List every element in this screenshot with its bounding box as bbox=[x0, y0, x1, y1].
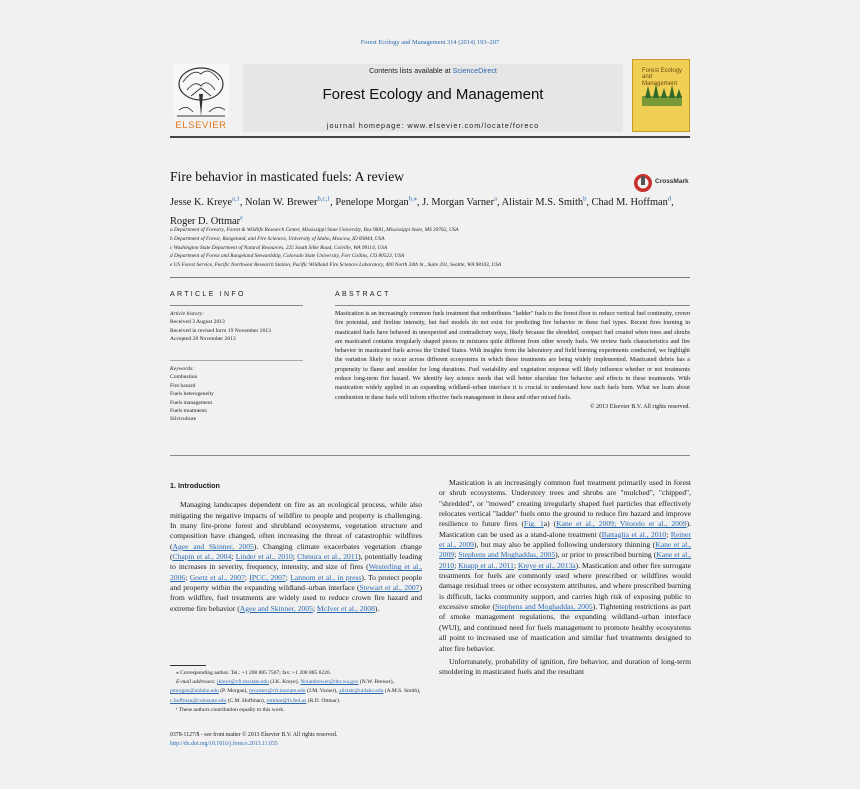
citation-link[interactable]: Kane et al., 2009; Vitorelo et al., 2009 bbox=[556, 519, 687, 529]
text-run: ; bbox=[454, 550, 459, 560]
abstract-block bbox=[335, 310, 690, 412]
author-separator: , bbox=[586, 197, 589, 209]
author-affiliation-marker[interactable]: e bbox=[240, 214, 244, 222]
text-run: ), but may also be applied following understory thinning ( bbox=[473, 540, 656, 550]
text-run: ). Mastication and other fire surrogate treatments for fuels are commonly used where prescribed or wildfires would damage residual trees or other ecosystem attributes, and where prescribed burning is difficult, lacks community support, and carries high risk of exposing public to excessive smoke ( bbox=[439, 560, 691, 612]
abstract-heading: ABSTRACT bbox=[335, 291, 391, 298]
email-link[interactable]: alistair@uidaho.edu bbox=[339, 688, 384, 695]
email-owner: (R.D. Ottmar). bbox=[306, 697, 341, 704]
citation-link[interactable]: Knapp et al., 2011 bbox=[458, 560, 514, 570]
crossmark-label: CrossMark bbox=[655, 178, 689, 185]
crossmark-icon bbox=[633, 173, 653, 193]
history-list bbox=[170, 318, 305, 343]
author-name-text: Penelope Morgan bbox=[335, 197, 409, 209]
citation-link[interactable]: Reiner et al., 2009 bbox=[439, 529, 691, 550]
author-name[interactable] bbox=[245, 197, 333, 208]
equal-contribution-note: ¹ These authors contribution equally to this work. bbox=[176, 706, 285, 713]
article-history bbox=[170, 310, 305, 344]
keyword-item: Fuels heterogeneity bbox=[170, 391, 214, 398]
crossmark-button[interactable] bbox=[633, 173, 693, 193]
citation-link[interactable]: Battaglia et al., 2010 bbox=[601, 529, 667, 539]
journal-cover-thumbnail bbox=[632, 59, 690, 132]
citation-link[interactable]: Chapin et al., 2004 bbox=[172, 552, 232, 562]
body-column-right bbox=[439, 478, 691, 681]
citation-link[interactable]: Kreye et al., 2013a bbox=[518, 560, 576, 570]
article-footer bbox=[170, 731, 422, 749]
abstract-rule bbox=[335, 305, 690, 306]
email-link[interactable]: c.hoffman@colostate.edu bbox=[170, 697, 227, 704]
text-run: ; bbox=[513, 560, 518, 570]
sciencedirect-link[interactable]: ScienceDirect bbox=[452, 66, 497, 75]
author-separator: , bbox=[497, 197, 500, 209]
keyword-list bbox=[170, 373, 305, 423]
elsevier-logo bbox=[170, 64, 232, 132]
text-run: ; bbox=[185, 572, 190, 582]
email-owner: (A.M.S. Smith), bbox=[383, 688, 421, 695]
author-affiliation-marker[interactable]: b,c,1 bbox=[317, 196, 331, 203]
text-run: Mastication is an increasingly common fuel treatment primarily used in forest or shrub ecosystems. Understory trees and shrubs are "mulched", "chipped", "shredded", or "mowed" creating irregularly shaped fuel particles that effectively relocates vertical "ladder" fuels onto the ground to reduce fire hazard and improve resilience to future fires ( bbox=[439, 478, 691, 529]
author-separator: , bbox=[416, 197, 420, 209]
affiliation: a Department of Forestry, Forest & Wildlife Research Center, Mississippi State University, Box 9681, Mississippi State, MS 39762, USA bbox=[170, 227, 459, 233]
text-run: ), or prior to prescribed burning ( bbox=[555, 550, 657, 560]
email-owner: (C.M. Hoffman), bbox=[226, 697, 267, 704]
article-info-rule bbox=[170, 305, 303, 306]
intro-paragraph-2 bbox=[439, 478, 691, 654]
author-name-text: Nolan W. Brewer bbox=[245, 197, 318, 209]
text-run: ; bbox=[231, 552, 236, 562]
keyword-item: Fuels management bbox=[170, 399, 213, 406]
text-run: ; bbox=[292, 552, 298, 562]
history-item: Accepted 28 November 2013 bbox=[170, 336, 236, 343]
email-owner: (P. Morgan), bbox=[218, 688, 250, 695]
text-run: ). Mastication can be used as a stand-alone treatment ( bbox=[439, 519, 691, 539]
citation-link[interactable]: Kane et al., 2009 bbox=[439, 540, 691, 560]
body-column-left bbox=[170, 481, 422, 617]
author-name-text: Jesse K. Kreye bbox=[170, 197, 233, 209]
email-link[interactable]: Nolanbrewer@dnr.wa.gov bbox=[300, 679, 359, 686]
history-label: Article history: bbox=[170, 311, 205, 317]
author-separator: , bbox=[330, 197, 333, 209]
keywords-block bbox=[170, 365, 305, 424]
doi-link[interactable]: http://dx.doi.org/10.1016/j.foreco.2013.11.035 bbox=[170, 741, 278, 748]
journal-reference-link[interactable]: Forest Ecology and Management 314 (2014) 193–207 bbox=[360, 39, 500, 46]
email-owner: (N.W. Brewer), bbox=[358, 679, 394, 686]
section-divider bbox=[170, 277, 690, 278]
citation-link[interactable]: Fig. 1 bbox=[523, 519, 544, 529]
affiliation: c Washington State Department of Natural Resources, 225 South Silke Road, Colville, WA 99114, USA bbox=[170, 244, 388, 251]
citation-link[interactable]: Agee and Skinner, 2005 bbox=[172, 541, 254, 551]
cover-forest-icon bbox=[642, 82, 682, 106]
author-name[interactable] bbox=[502, 197, 589, 208]
author-list bbox=[170, 193, 690, 230]
cover-title: Forest Ecology and Management bbox=[642, 68, 683, 87]
masthead-divider bbox=[170, 136, 690, 138]
author-name[interactable] bbox=[335, 197, 419, 208]
citation-link[interactable]: Kane et al., 2010 bbox=[439, 550, 691, 570]
citation-link[interactable]: Linder et al., 2010 bbox=[235, 552, 293, 562]
affiliation-list bbox=[170, 226, 690, 270]
citation-link[interactable]: Westerling et al., 2006 bbox=[170, 562, 423, 582]
author-affiliation-marker[interactable]: a bbox=[494, 196, 498, 203]
email-link[interactable]: mvarner@cfr.msstate.edu bbox=[249, 688, 306, 695]
article-info-heading: ARTICLE INFO bbox=[170, 291, 246, 298]
intro-paragraph-1 bbox=[170, 500, 422, 614]
citation-link[interactable]: IPCC, 2007 bbox=[249, 572, 286, 582]
affiliation: b Department of Forest, Rangeland, and Fire Sciences, University of Idaho, Moscow, ID 83844, USA bbox=[170, 235, 385, 242]
text-run: ; bbox=[312, 603, 317, 613]
publisher-name: ELSEVIER bbox=[175, 120, 227, 131]
keyword-item: Silviculture bbox=[170, 416, 197, 423]
issn-line: 0378-1127/$ - see front matter © 2013 Elsevier B.V. All rights reserved. bbox=[170, 732, 338, 738]
text-run: ; bbox=[666, 529, 671, 539]
email-link[interactable]: pmorgan@uidaho.edu bbox=[170, 688, 219, 695]
section-heading-introduction: 1. Introduction bbox=[170, 481, 220, 490]
author-name-text: Chad M. Hoffman bbox=[591, 197, 668, 209]
text-run: ). Changing climate exacerbates vegetation change ( bbox=[170, 541, 422, 562]
citation-link[interactable]: Lannom et al., in press bbox=[290, 572, 362, 582]
keyword-item: Combustion bbox=[170, 374, 198, 381]
history-item: Received 3 August 2013 bbox=[170, 319, 225, 326]
author-name[interactable] bbox=[170, 197, 242, 208]
email-link[interactable]: jkreye@cfr.msstate.edu bbox=[217, 679, 269, 686]
text-run: ), potentially leading to increases in severity, frequency, intensity, and size of fires ( bbox=[170, 552, 422, 572]
email-owner: (J.M. Varner), bbox=[305, 688, 340, 695]
text-run: ; bbox=[454, 560, 459, 570]
keywords-label: Keywords: bbox=[170, 366, 195, 372]
text-run: Managing landscapes dependent on fire as an ecological process, while also mitigating the negative impacts of wildfire to people and property is challenging. In many fire-prone forest and shrubland ecosystems, vegetation structure and composition have changed, often increasing the threat of catastrophic wildfires ( bbox=[170, 500, 422, 551]
body-divider bbox=[170, 455, 690, 456]
citation-link[interactable]: Stephens and Moghaddas, 2005 bbox=[494, 602, 593, 612]
history-rule bbox=[170, 360, 303, 361]
text-run: ; bbox=[285, 572, 291, 582]
journal-title: Forest Ecology and Management bbox=[322, 86, 544, 103]
author-name-text: J. Morgan Varner bbox=[422, 197, 495, 209]
keyword-item: Fuels treatments bbox=[170, 408, 207, 415]
author-affiliation-marker[interactable]: b,⁎ bbox=[408, 196, 417, 203]
abstract-copyright: © 2013 Elsevier B.V. All rights reserved. bbox=[589, 403, 690, 410]
elsevier-tree-icon bbox=[173, 64, 229, 118]
text-run: ) from wildfire, fuel treatments are widely used to reduce crown fire hazard and extreme fire behavior ( bbox=[170, 583, 422, 613]
email-link[interactable]: rottmar@fs.fed.us bbox=[266, 697, 307, 704]
email-addresses bbox=[170, 678, 422, 706]
text-run: ; bbox=[244, 572, 250, 582]
contents-prefix: Contents lists available at bbox=[369, 66, 453, 75]
text-run: ). Tightening restrictions as part of smoke management regulations, the expanding wildland–urban interface (WUI), and continued need for fuels management to promote healthy ecosystems all point to increased use of mastication and similar fuel treatments designed to alter fire behavior. bbox=[439, 602, 691, 653]
text-run: ). To protect people and property within the expanding wildland–urban interface ( bbox=[170, 572, 423, 593]
citation-link[interactable]: Stewart et al., 2007 bbox=[359, 583, 420, 593]
citation-link[interactable]: Stephens and Moghaddas, 2005 bbox=[458, 550, 556, 560]
journal-masthead bbox=[243, 64, 623, 132]
author-name-text: Roger D. Ottmar bbox=[170, 215, 241, 227]
email-label: E-mail addresses: bbox=[176, 679, 216, 686]
keyword-item: Fire hazard bbox=[170, 382, 196, 389]
author-affiliation-marker[interactable]: b bbox=[583, 196, 587, 203]
citation-link[interactable]: Chmura et al., 2011 bbox=[297, 552, 359, 562]
text-run: a) ( bbox=[543, 519, 557, 529]
history-item: Received in revised form 19 November 2013 bbox=[170, 327, 271, 334]
corresponding-author-note: ⁎ Corresponding author. Tel.: +1 208 885 7507; fax: +1 208 885 6226. bbox=[176, 670, 331, 676]
article-title: Fire behavior in masticated fuels: A review bbox=[170, 169, 405, 184]
author-separator: , bbox=[239, 197, 243, 209]
footnote-rule bbox=[170, 665, 206, 666]
affiliation: e US Forest Service, Pacific Northwest Research Station, Pacific Wildland Fire Sciences Laboratory, 400 North 34th St., Suite 201, Seattle, WA 98103, USA bbox=[170, 262, 502, 269]
journal-homepage[interactable]: journal homepage: www.elsevier.com/locate/foreco bbox=[326, 121, 540, 130]
author-name-text: Alistair M.S. Smith bbox=[501, 197, 584, 209]
author-name[interactable] bbox=[422, 197, 500, 208]
text-run: ). bbox=[374, 603, 380, 613]
citation-link[interactable]: Goetz et al., 2007 bbox=[189, 572, 245, 582]
intro-paragraph-3: Unfortunately, probability of ignition, fire behavior, and duration of long-term smoldering in masticated fuels and the resultant bbox=[439, 656, 691, 677]
author-separator: , bbox=[671, 197, 674, 209]
contents-line bbox=[243, 66, 623, 75]
abstract-text: Mastication is an increasingly common fuels treatment that redistributes "ladder" fuels to the forest floor to reduce vertical fuel continuity, crown fire potential, and fireline intensity, but fuel models do not exist for predicting fire behavior in these fuel types. Recent fires burning in masticated fuels have behaved in unexpected and contradictory ways, likely because the shredded, compact fuel created when trees and shrubs are masticated contains irregularly shaped pieces in mixtures quite different from other woody fuels. We review fuels characteristics and fire behavior in masticated fuels across the United States. With insights from the laboratory and field burning experiments conducted, we highlight the variation likely to occur across different ecosystems in which these treatments are being widely implemented. Masticated debris has a propensity to flame and smolder for long durations. Fuel variability and vegetation response will likely influence whether or not treatments reduce long-term fire hazard. We identify key science needs that will better elucidate fire behavior and effects in these treatments. With mastication widely applied in an expanding wildland–urban interface it is crucial to understand how such fuels burn. What we learn about combustion in these fuels will inform effective fuels management in these and other mixed fuels. bbox=[335, 311, 690, 401]
citation-link[interactable]: Agee and Skinner, 2005 bbox=[239, 603, 313, 613]
affiliation: d Department of Forest and Rangeland Stewardship, Colorado State University, Fort Collins, CO 80523, USA bbox=[170, 253, 405, 260]
author-name[interactable] bbox=[592, 197, 674, 208]
author-affiliation-marker[interactable]: a,1 bbox=[232, 196, 240, 203]
email-owner: (J.K. Kreye), bbox=[268, 679, 301, 686]
author-affiliation-marker[interactable]: d bbox=[667, 196, 672, 203]
citation-link[interactable]: McIver et al., 2008 bbox=[316, 603, 375, 613]
footnotes bbox=[170, 669, 422, 715]
